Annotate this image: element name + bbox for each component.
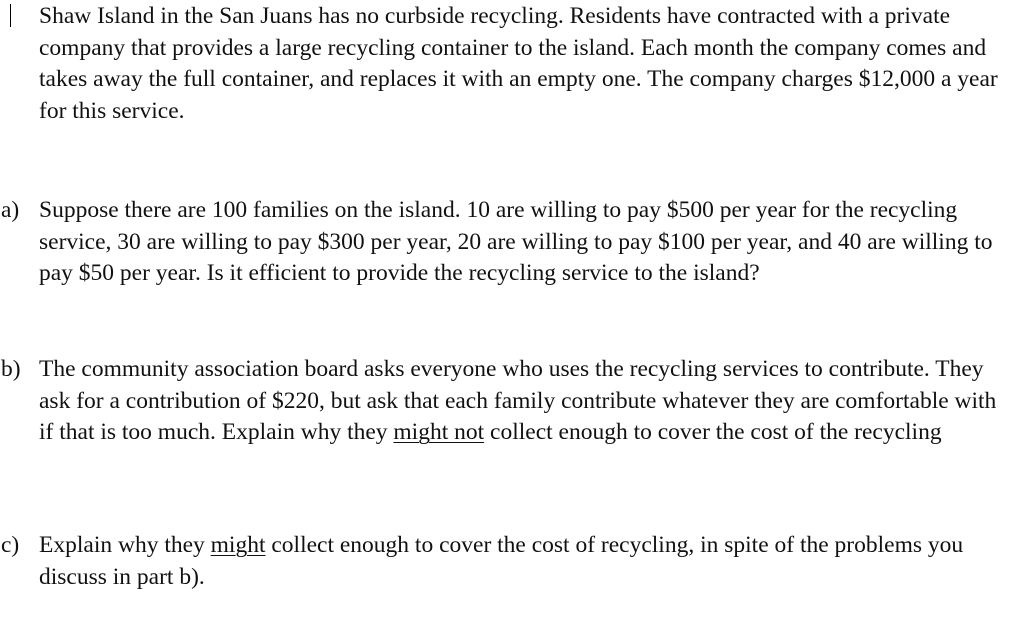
question-b-label: b) xyxy=(1,356,21,382)
question-b xyxy=(0,354,1010,449)
question-b-underlined-phrase: might not xyxy=(393,419,485,446)
question-a xyxy=(0,195,1010,290)
question-b-body xyxy=(39,354,1009,449)
question-c-underlined-word: might xyxy=(210,532,266,558)
question-c-text-before: Explain why they xyxy=(39,532,211,558)
question-a-text: Suppose there are 100 families on the island. 10 are willing to pay $500 per year for the recycling service, 30 are willing to pay $300 per year, 20 are willing to pay $100 per year, and 40 are willing to pay $50 per year. Is it efficient to provide the recycling service to the island? xyxy=(39,197,993,287)
intro-text: Shaw Island in the San Juans has no curbside recycling. Residents have contracted with a private company that provides a large recycling container to the island. Each month the company comes and takes away the full container, and replaces it with an empty one. The company charges $12,000 a year for this service. xyxy=(39,3,998,125)
question-a-label: a) xyxy=(1,197,20,223)
question-c-body xyxy=(39,530,1009,593)
text-cursor xyxy=(10,4,11,27)
question-c-text-after: collect enough to cover the cost of recycling, in spite of the problems you discuss in part b). xyxy=(39,532,964,590)
question-c-label: c) xyxy=(1,532,20,558)
intro-paragraph xyxy=(39,1,1009,128)
question-b-text-before: The community association board asks everyone who uses the recycling services to contribute. They ask for a contribution of $220, but ask that each family contribute whatever they are comfortable with if that is too much. Explain why they xyxy=(39,356,997,446)
question-b-text-after: collect enough to cover the cost of the recycling xyxy=(484,419,942,446)
question-c xyxy=(0,530,1010,593)
question-a-body xyxy=(39,195,1009,290)
